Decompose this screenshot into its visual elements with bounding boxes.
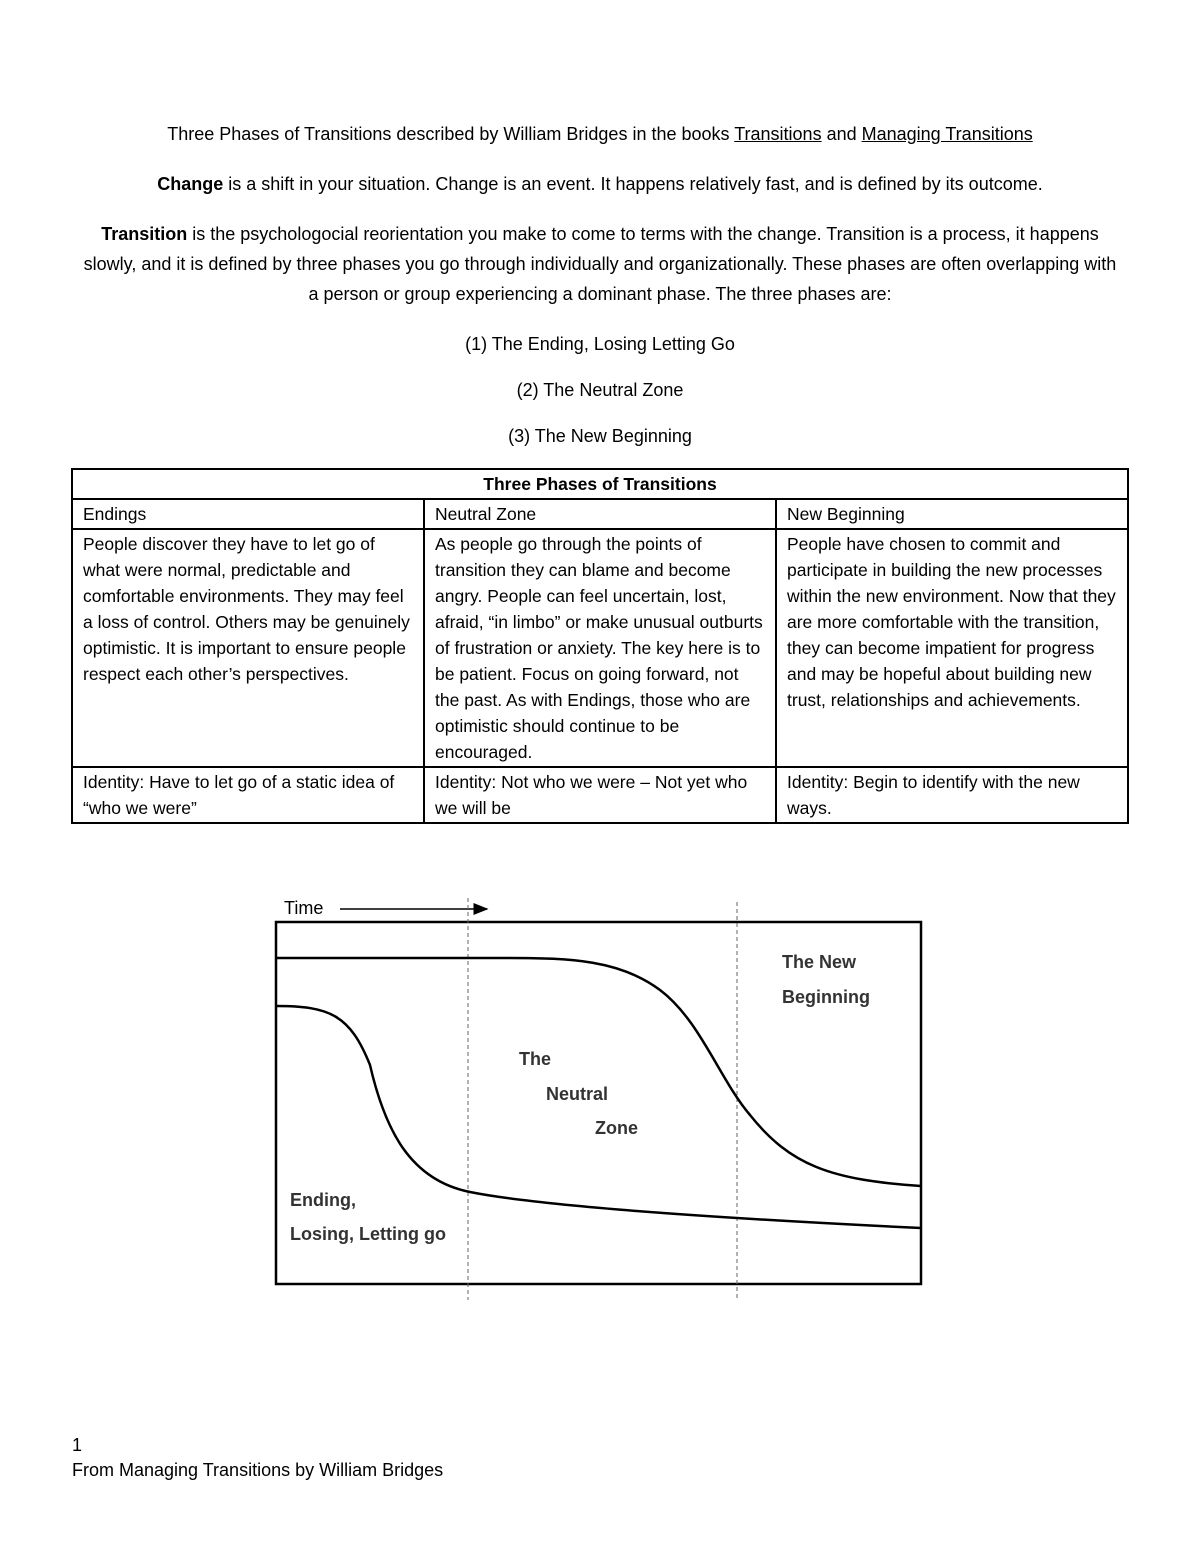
phase-1-item: (1) The Ending, Losing Letting Go [465, 334, 735, 354]
table-description-row [72, 529, 1128, 767]
book-title-managing-transitions: Managing Transitions [861, 124, 1033, 144]
transition-curve-diagram [270, 890, 930, 1310]
new-beginning-label-line2: Beginning [782, 987, 870, 1007]
heading-prefix: Three Phases of Transitions described by William Bridges in the books [167, 124, 735, 144]
table-title: Three Phases of Transitions [72, 469, 1128, 499]
new-beginning-label-line1: The New [782, 952, 857, 972]
phase-3-item: (3) The New Beginning [508, 426, 692, 446]
page-heading [0, 124, 1200, 145]
change-definition [0, 174, 1200, 195]
diagram-labels [290, 952, 870, 1244]
change-term: Change [157, 174, 224, 194]
header-neutral-zone: Neutral Zone [424, 499, 776, 529]
neutral-zone-identity: Identity: Not who we were – Not yet who we will be [424, 767, 776, 823]
transition-definition [80, 219, 1120, 309]
table-identity-row [72, 767, 1128, 823]
page-number: 1 [72, 1435, 83, 1455]
endings-description: People discover they have to let go of what were normal, predictable and comfortable environments. They may feel a loss of control. Others may be genuinely optimistic. It is important to ensure people respect each other’s perspectives. [72, 529, 424, 767]
new-beginning-identity: Identity: Begin to identify with the new ways. [776, 767, 1128, 823]
endings-identity: Identity: Have to let go of a static idea of “who we were” [72, 767, 424, 823]
transition-text: is the psychologocial reorientation you make to come to terms with the change. Transition is a process, it happens slowly, and it is defined by three phases you go through individually and organizationally. These phases are often overlapping with a person or group experiencing a dominant phase. The three phases are: [83, 224, 1117, 304]
neutral-zone-label-line3: Zone [595, 1118, 638, 1138]
neutral-zone-label-line1: The [519, 1049, 552, 1069]
header-endings: Endings [72, 499, 424, 529]
table-title-row [72, 469, 1128, 499]
book-title-transitions: Transitions [734, 124, 822, 144]
header-new-beginning: New Beginning [776, 499, 1128, 529]
phase-2-item: (2) The Neutral Zone [516, 380, 684, 400]
ending-label-line1: Ending, [290, 1190, 356, 1210]
new-beginning-description: People have chosen to commit and participate in building the new processes within the new environment. Now that they are more comfortable with the transition, they can become impatient for progress and may be hopeful about building new trust, relationships and achievements. [776, 529, 1128, 767]
lower-transition-curve [276, 1006, 921, 1228]
table-header-row [72, 499, 1128, 529]
neutral-zone-description: As people go through the points of transition they can blame and become angry. People can feel uncertain, lost, afraid, “in limbo” or make unusual outburts of frustration or anxiety. The key here is to be patient. Focus on going forward, not the past. As with Endings, those who are optimistic should continue to be encouraged. [424, 529, 776, 767]
transition-term: Transition [101, 224, 188, 244]
footer-source: From Managing Transitions by William Bridges [72, 1460, 444, 1480]
change-text: is a shift in your situation. Change is an event. It happens relatively fast, and is defined by its outcome. [223, 174, 1043, 194]
time-label: Time [284, 898, 324, 918]
ending-label-line2: Losing, Letting go [290, 1224, 446, 1244]
phases-table [71, 468, 1129, 824]
neutral-zone-label-line2: Neutral [546, 1084, 609, 1104]
heading-and: and [821, 124, 862, 144]
